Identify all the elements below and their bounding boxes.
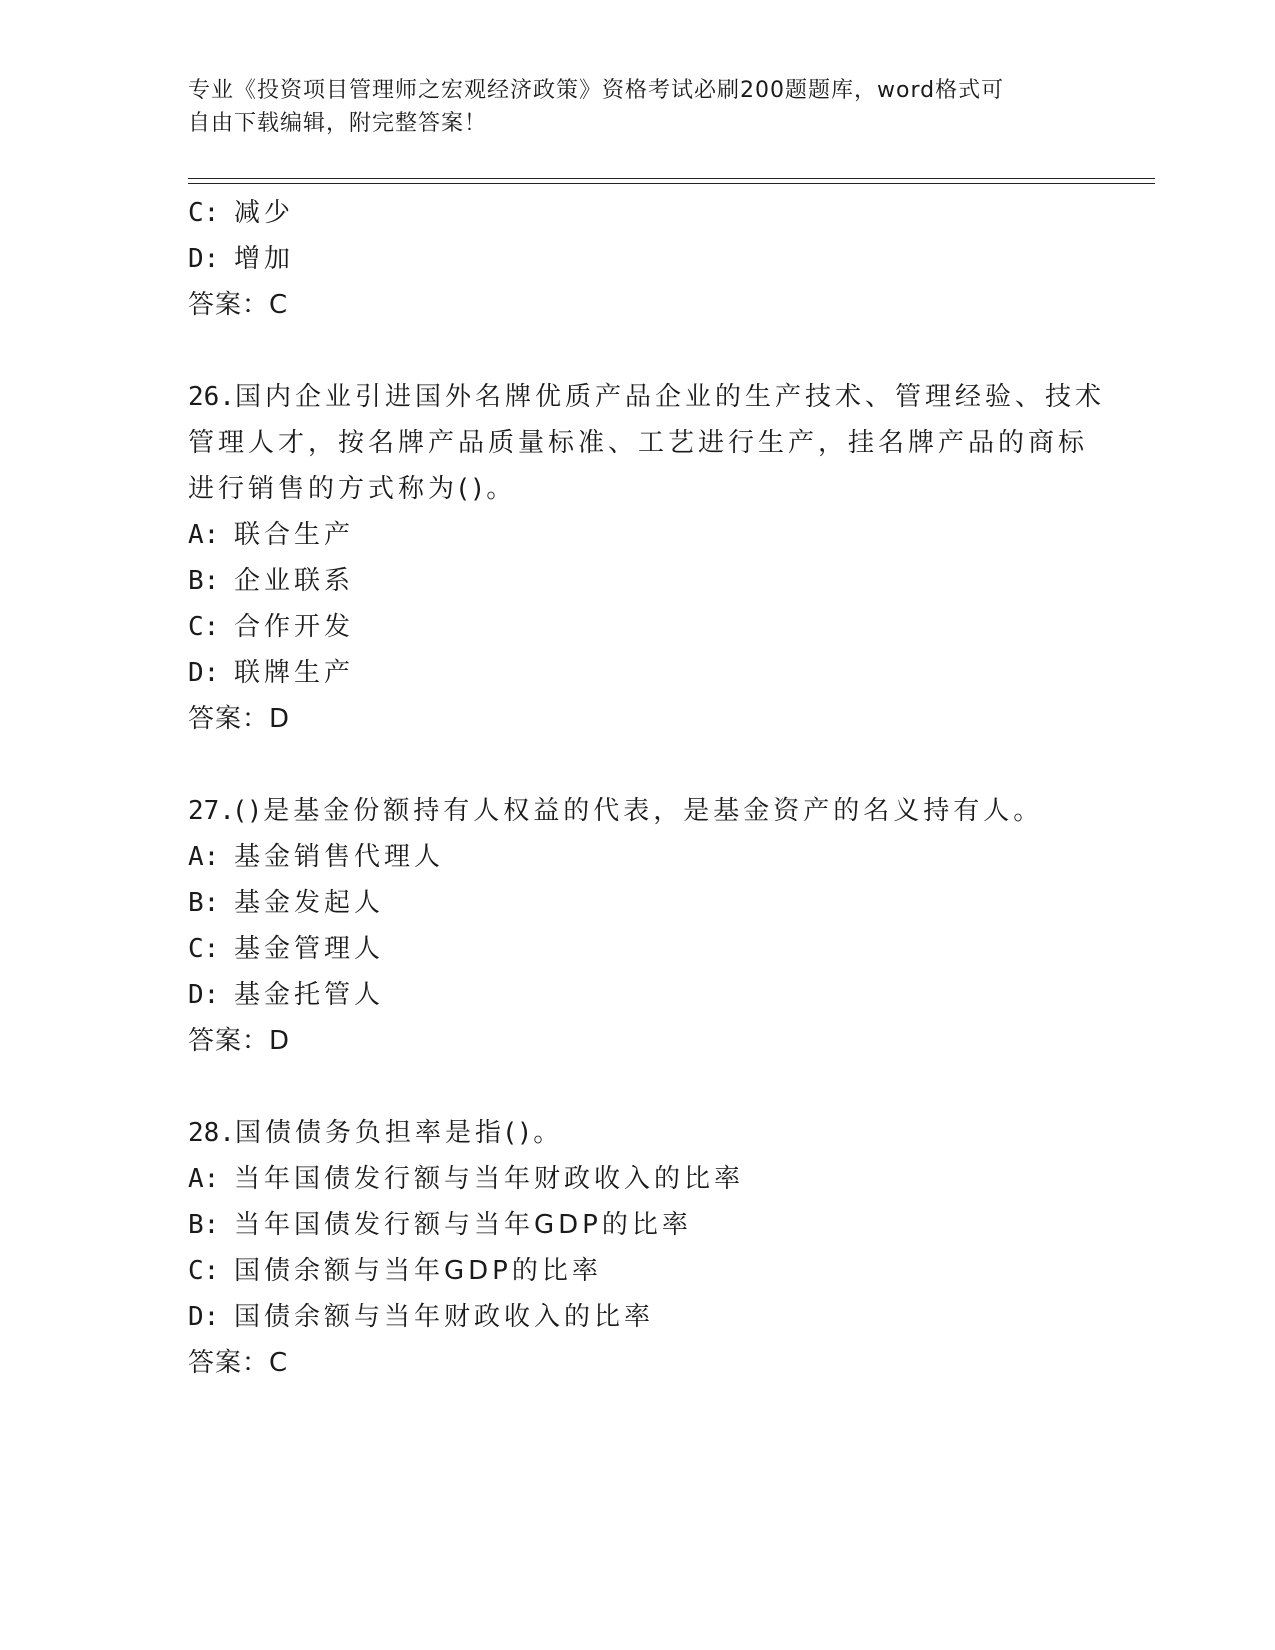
- spacer: [188, 328, 1118, 374]
- option-letter: C:: [188, 934, 220, 964]
- option-letter: A:: [188, 1164, 220, 1194]
- option-letter: C:: [188, 198, 220, 228]
- option-text: 基金管理人: [234, 934, 385, 964]
- header-line-1: 专业《投资项目管理师之宏观经济政策》资格考试必刷200题题库，word格式可: [188, 78, 1005, 103]
- header-rule-bottom: [188, 183, 1155, 184]
- option-text: 当年国债发行额与当年财政收入的比率: [234, 1164, 745, 1194]
- question-text: 国内企业引进国外名牌优质产品企业的生产技术、管理经验、技术: [234, 382, 1105, 412]
- question-27: [188, 788, 1118, 1064]
- question-text-line: [188, 1110, 1118, 1156]
- option-text: 国债余额与当年GDP的比率: [234, 1256, 602, 1286]
- option-text: 企业联系: [234, 566, 355, 596]
- option-letter: D:: [188, 244, 220, 274]
- header-line-2: 自由下载编辑，附完整答案！: [188, 111, 488, 136]
- question-26: [188, 374, 1118, 742]
- question-number: 27.: [188, 796, 235, 826]
- option-b: [188, 1202, 1118, 1248]
- option-text: 当年国债发行额与当年GDP的比率: [234, 1210, 692, 1240]
- option-text: 基金托管人: [234, 980, 385, 1010]
- question-28: [188, 1110, 1118, 1386]
- option-d: [188, 650, 1118, 696]
- document-header: [188, 74, 1088, 140]
- option-c: [188, 926, 1118, 972]
- question-text-line: 进行销售的方式称为()。: [188, 474, 517, 504]
- answer-line: 答案：C: [188, 1348, 289, 1378]
- option-letter: C:: [188, 612, 220, 642]
- option-letter: A:: [188, 520, 220, 550]
- spacer: [188, 742, 1118, 788]
- option-d: [188, 236, 1118, 282]
- answer-line: 答案：D: [188, 704, 291, 734]
- option-text: 基金销售代理人: [234, 842, 445, 872]
- question-text: ()是基金份额持有人权益的代表，是基金资产的名义持有人。: [234, 796, 1044, 826]
- continued-question: [188, 190, 1118, 328]
- option-text: 联牌生产: [234, 658, 355, 688]
- option-text: 联合生产: [234, 520, 355, 550]
- answer-line: 答案：C: [188, 290, 289, 320]
- question-list: [188, 190, 1118, 1386]
- option-d: [188, 972, 1118, 1018]
- option-c: [188, 604, 1118, 650]
- option-letter: B:: [188, 1210, 220, 1240]
- option-text: 国债余额与当年财政收入的比率: [234, 1302, 655, 1332]
- answer-line: 答案：D: [188, 1026, 291, 1056]
- option-b: [188, 558, 1118, 604]
- option-d: [188, 1294, 1118, 1340]
- option-b: [188, 880, 1118, 926]
- header-rule-top: [188, 178, 1155, 179]
- option-text: 增加: [234, 244, 295, 274]
- spacer: [188, 1064, 1118, 1110]
- option-letter: A:: [188, 842, 220, 872]
- option-letter: B:: [188, 888, 220, 918]
- option-letter: D:: [188, 1302, 220, 1332]
- question-text: 国债债务负担率是指()。: [234, 1118, 564, 1148]
- option-text: 基金发起人: [234, 888, 385, 918]
- question-text-line: [188, 374, 1118, 420]
- option-a: [188, 512, 1118, 558]
- option-text: 合作开发: [234, 612, 355, 642]
- option-letter: C:: [188, 1256, 220, 1286]
- option-a: [188, 1156, 1118, 1202]
- question-text-line: 管理人才，按名牌产品质量标准、工艺进行生产，挂名牌产品的商标: [188, 428, 1089, 458]
- option-letter: B:: [188, 566, 220, 596]
- option-text: 减少: [234, 198, 295, 228]
- option-letter: D:: [188, 980, 220, 1010]
- question-text-line: [188, 788, 1118, 834]
- question-number: 28.: [188, 1118, 235, 1148]
- option-c: [188, 1248, 1118, 1294]
- option-letter: D:: [188, 658, 220, 688]
- question-number: 26.: [188, 382, 235, 412]
- option-a: [188, 834, 1118, 880]
- option-c: [188, 190, 1118, 236]
